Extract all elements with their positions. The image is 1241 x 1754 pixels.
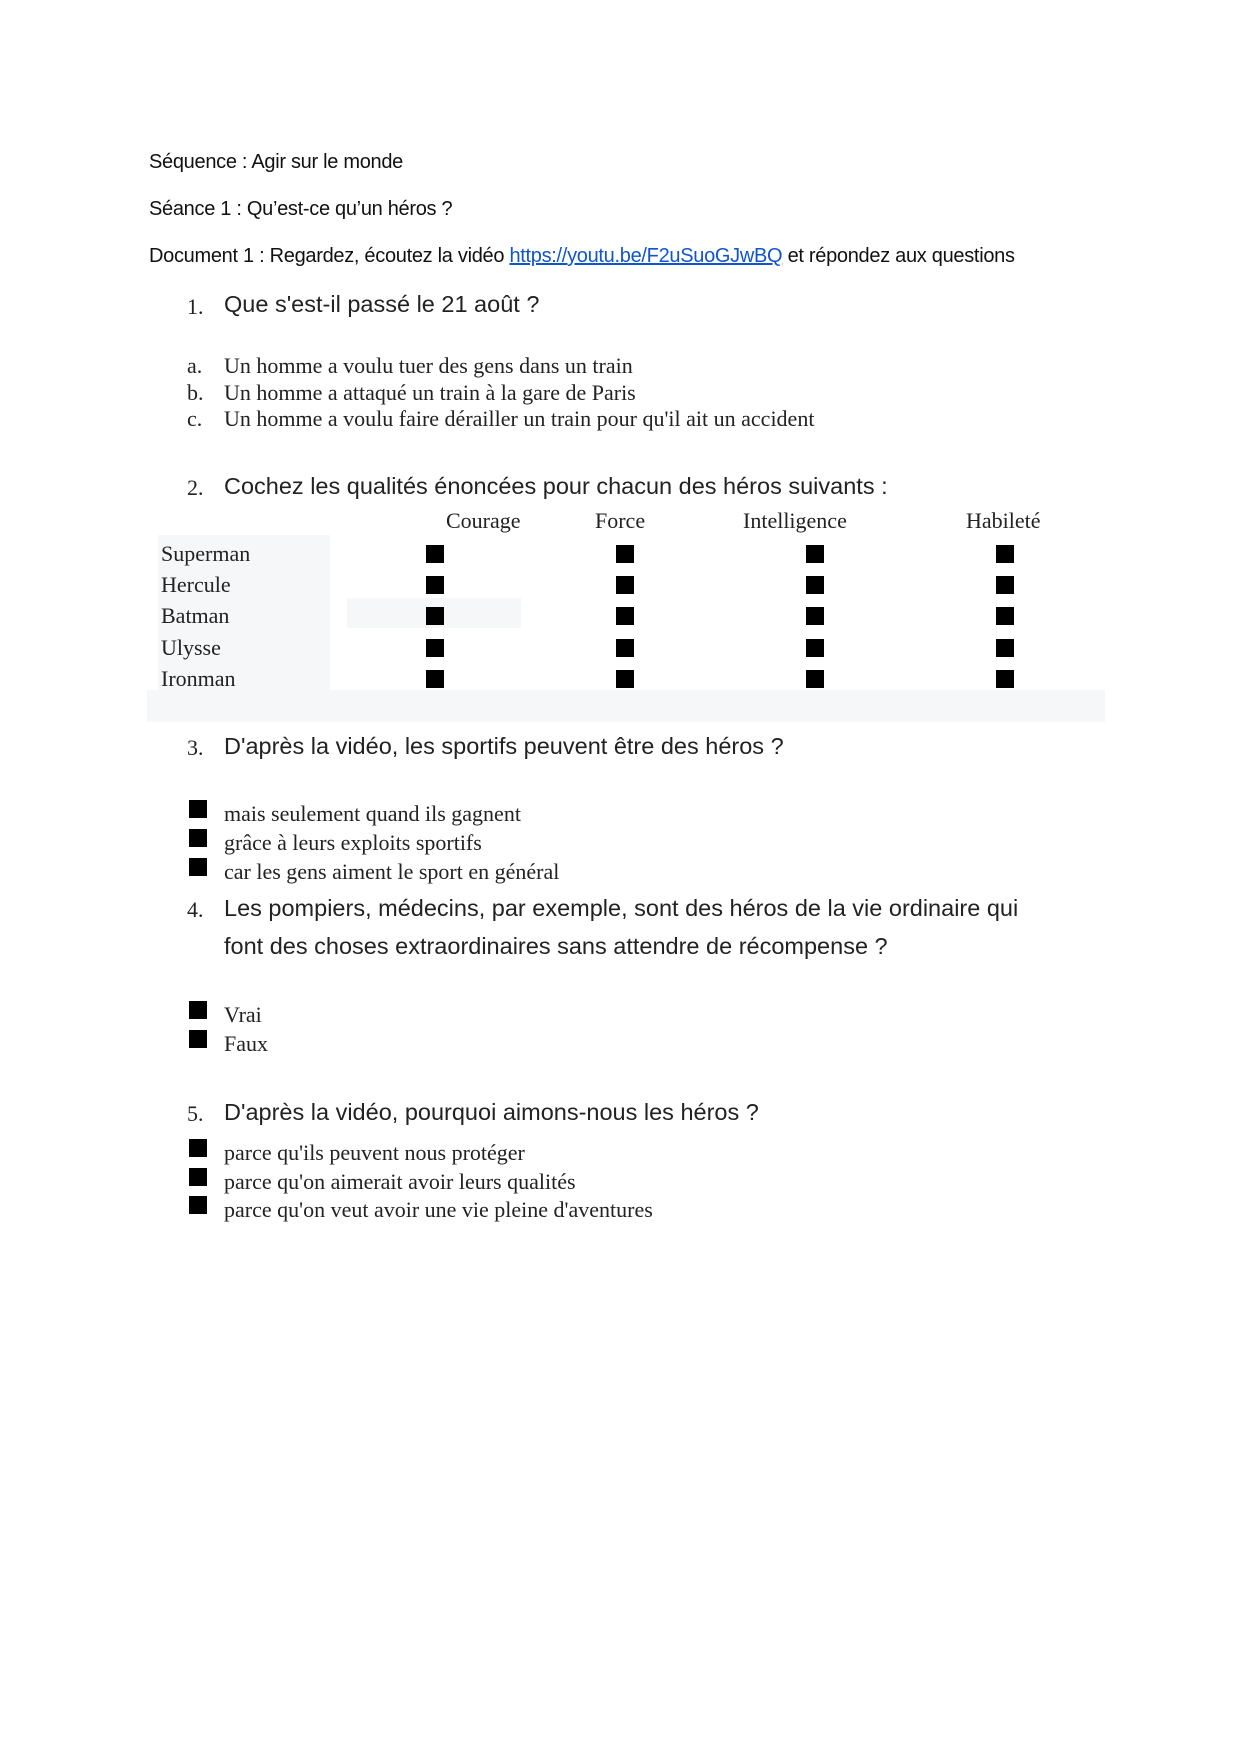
sequence-title: Séquence : Agir sur le monde xyxy=(149,151,403,173)
checkbox-batman-force[interactable] xyxy=(616,607,634,625)
checkbox-hercule-habileté[interactable] xyxy=(996,576,1014,594)
q5-text: D'après la vidéo, pourquoi aimons-nous les héros ? xyxy=(224,1099,759,1125)
checkbox-hercule-intelligence[interactable] xyxy=(806,576,824,594)
column-force: Force xyxy=(595,508,646,533)
checkbox-hercule-force[interactable] xyxy=(616,576,634,594)
q5-option: parce qu'ils peuvent nous protéger xyxy=(224,1140,525,1165)
hero-row-label: Batman xyxy=(161,603,230,628)
checkbox[interactable] xyxy=(189,800,207,818)
checkbox-batman-courage[interactable] xyxy=(426,607,444,625)
checkbox-ulysse-courage[interactable] xyxy=(426,639,444,657)
seance-title: Séance 1 : Qu’est-ce qu’un héros ? xyxy=(149,198,453,220)
checkbox[interactable] xyxy=(189,1001,207,1019)
checkbox[interactable] xyxy=(189,829,207,847)
q1-option-b-marker: b. xyxy=(187,380,204,405)
document-prefix: Document 1 : Regardez, écoutez la vidéo xyxy=(149,245,510,267)
checkbox[interactable] xyxy=(189,1139,207,1157)
q1-number: 1. xyxy=(187,294,204,319)
column-intelligence: Intelligence xyxy=(743,508,847,533)
checkbox-ironman-force[interactable] xyxy=(616,670,634,688)
checkbox[interactable] xyxy=(189,1030,207,1048)
q4-number: 4. xyxy=(187,897,204,922)
document-suffix: et répondez aux questions xyxy=(782,245,1015,267)
q4-option-vrai: Vrai xyxy=(224,1002,262,1027)
q1-option-b: Un homme a attaqué un train à la gare de Paris xyxy=(224,380,636,405)
hero-row-label: Ulysse xyxy=(161,635,221,660)
hero-row-label: Ironman xyxy=(161,666,236,691)
q4-line1: Les pompiers, médecins, par exemple, sont des héros de la vie ordinaire qui xyxy=(224,895,1019,921)
q3-option: mais seulement quand ils gagnent xyxy=(224,801,521,826)
q3-option: grâce à leurs exploits sportifs xyxy=(224,830,482,855)
q5-option: parce qu'on veut avoir une vie pleine d'aventures xyxy=(224,1197,653,1222)
checkbox-superman-force[interactable] xyxy=(616,545,634,563)
q4-option-faux: Faux xyxy=(224,1031,268,1056)
checkbox-ironman-courage[interactable] xyxy=(426,670,444,688)
q3-option: car les gens aiment le sport en général xyxy=(224,859,560,884)
q5-option: parce qu'on aimerait avoir leurs qualités xyxy=(224,1169,576,1194)
checkbox-superman-courage[interactable] xyxy=(426,545,444,563)
checkbox-superman-habileté[interactable] xyxy=(996,545,1014,563)
checkbox[interactable] xyxy=(189,1196,207,1214)
checkbox[interactable] xyxy=(189,858,207,876)
q1-text: Que s'est-il passé le 21 août ? xyxy=(224,291,540,317)
checkbox-ulysse-force[interactable] xyxy=(616,639,634,657)
checkbox-ulysse-intelligence[interactable] xyxy=(806,639,824,657)
video-link[interactable]: https://youtu.be/F2uSuoGJwBQ xyxy=(509,245,783,267)
q4-line2: font des choses extraordinaires sans attendre de récompense ? xyxy=(224,933,888,959)
q2-number: 2. xyxy=(187,475,204,500)
column-courage: Courage xyxy=(446,508,521,533)
q3-text: D'après la vidéo, les sportifs peuvent être des héros ? xyxy=(224,733,784,759)
q3-number: 3. xyxy=(187,735,204,760)
checkbox-ironman-habileté[interactable] xyxy=(996,670,1014,688)
document-instruction xyxy=(149,245,1015,268)
checkbox-hercule-courage[interactable] xyxy=(426,576,444,594)
hero-row-label: Hercule xyxy=(161,572,231,597)
q2-text: Cochez les qualités énoncées pour chacun des héros suivants : xyxy=(224,473,888,499)
column-habilete: Habileté xyxy=(966,508,1041,533)
table-bottom-band xyxy=(147,690,1105,722)
q1-option-a: Un homme a voulu tuer des gens dans un train xyxy=(224,353,633,378)
hero-row-label: Superman xyxy=(161,541,251,566)
checkbox-batman-intelligence[interactable] xyxy=(806,607,824,625)
checkbox-ironman-intelligence[interactable] xyxy=(806,670,824,688)
q1-option-c: Un homme a voulu faire dérailler un train pour qu'il ait un accident xyxy=(224,406,815,431)
q1-option-c-marker: c. xyxy=(187,406,203,431)
q1-option-a-marker: a. xyxy=(187,353,203,378)
checkbox-superman-intelligence[interactable] xyxy=(806,545,824,563)
checkbox-ulysse-habileté[interactable] xyxy=(996,639,1014,657)
q5-number: 5. xyxy=(187,1101,204,1126)
checkbox[interactable] xyxy=(189,1168,207,1186)
checkbox-batman-habileté[interactable] xyxy=(996,607,1014,625)
